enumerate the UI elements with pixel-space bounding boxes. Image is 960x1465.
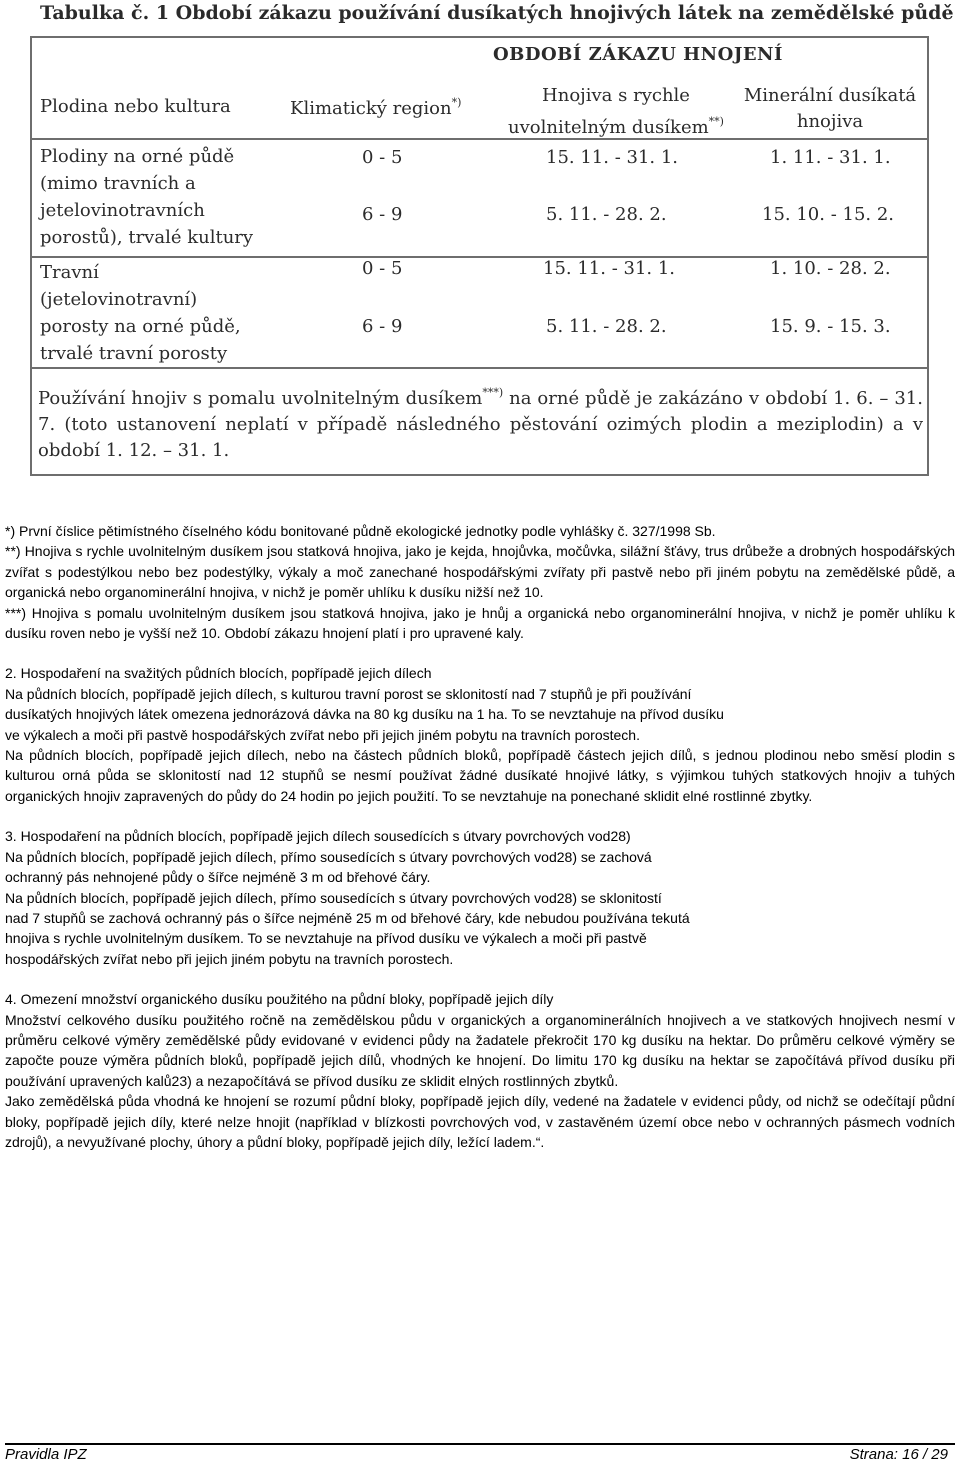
region-cell: 6 - 9: [362, 316, 403, 337]
region-column-header: Klimatický region*): [290, 96, 462, 119]
text-line: ochranný pás nehnojené půdy o šířce nejméně 3 m od břehové čáry.: [5, 869, 431, 886]
text-line: Na půdních blocích, popřípadě jejich dílech, s kulturou travní porost se sklonitostí nad 7 stupňů je při používání: [5, 685, 692, 702]
text-line: hospodářských zvířat nebo při jejich jiném pobytu na travních porostech.: [5, 950, 454, 967]
fast-nitrogen-column-header: Hnojiva s rychle uvolnitelným dusíkem**): [508, 85, 724, 138]
mineral-period-cell: 1. 11. - 31. 1.: [770, 147, 891, 168]
body-text: [5, 521, 955, 1152]
mineral-period-cell: 15. 10. - 15. 2.: [762, 204, 895, 225]
table-caption: Tabulka č. 1 Období zákazu používání dusíkatých hnojivých látek na zemědělské půdě: [40, 2, 954, 24]
mineral-period-cell: 15. 9. - 15. 3.: [770, 316, 891, 337]
footnote: ***) Hnojiva s pomalu uvolnitelným dusíkem jsou statková hnojiva, jako je hnůj a organická nebo organominerální hnojiva, v nichž je poměr uhlíku k dusíku roven nebo je vyšší než 10. Období zákazu hnojení platí i pro upravené kaly.: [5, 604, 955, 642]
paragraph: Na půdních blocích, popřípadě jejich dílech, nebo na částech půdních bloků, popřípadě částech jejich dílů, s jednou plodinou nebo směsí plodin s kulturou orná půda se sklonitostí nad 12 stupňů se nesmí používat žádné dusíkaté hnojivé látky, s výjimkou tuhých statkových hnojiv a tuhých organických hnojiv zapravených do půdy do 24 hodin po jejich použití. To se nevztahuje na ponechané sklidit elné rostlinné zbytky.: [5, 747, 955, 804]
section-heading: 4. Omezení množství organického dusíku použitého na půdní bloky, popřípadě jejich díly: [5, 991, 554, 1008]
footnote: **) Hnojiva s rychle uvolnitelným dusíkem jsou statková hnojiva, jako je kejda, hnojůvka, močůvka, silážní šťávy, trus drůbeže a drobných hospodářských zvířat s podestýlkou nebo bez podestýlky, výkaly a moč zanechané hospodářskými zvířaty při pastvě nebo při jiném pobytu na zemědělské půdě, a organická nebo organominerální hnojiva, v nichž je poměr uhlíku k dusíku nižší než 10.: [5, 543, 955, 601]
region-cell: 0 - 5: [362, 258, 403, 279]
text-line: nad 7 stupňů se zachová ochranný pás o šířce nejméně 25 m od břehové čáry, kde nebudou používána tekutá: [5, 909, 690, 926]
paragraph: Množství celkového dusíku použitého ročně na zemědělskou půdu v organických a organominerálních hnojivech a ve statkových hnojivech nesmí v průměru celkové výměry zemědělské půdy evidované v evidenci půdy na žadatele překročit 170 kg dusíku na hektar. Do průměru celkové výměry se započte pouze výměra půdních bloků, popřípadě jejich dílů, vhodných ke hnojení. Do limitu 170 kg dusíku na hektar se započítává přívod dusíku při používání upravených kalů23) a nezapočítává se přívod dusíku ze sklidit elných rostlinných zbytků.: [5, 1011, 955, 1089]
section-heading: 2. Hospodaření na svažitých půdních blocích, popřípadě jejich dílech: [5, 665, 432, 682]
crop-column-header: Plodina nebo kultura: [40, 96, 231, 117]
text-line: Na půdních blocích, popřípadě jejich dílech, přímo sousedících s útvary povrchových vod28) se zachová: [5, 848, 652, 865]
region-cell: 6 - 9: [362, 204, 403, 225]
text-line: dusíkatých hnojivých látek omezena jednorázová dávka na 80 kg dusíku na 1 ha. To se nevztahuje na přívod dusíku: [5, 706, 724, 723]
text-line: Na půdních blocích, popřípadě jejich dílech, přímo sousedících s útvary povrchových vod28) se sklonitostí: [5, 889, 662, 906]
footnote: *) První číslice pětimístného číselného kódu bonitované půdně ekologické jednotky podle vyhlášky č. 327/1998 Sb.: [5, 523, 716, 539]
region-cell: 0 - 5: [362, 147, 403, 168]
footer-rule: [5, 1443, 955, 1445]
period-group-header: OBDOBÍ ZÁKAZU HNOJENÍ: [493, 44, 783, 65]
fast-period-cell: 15. 11. - 31. 1.: [546, 147, 679, 168]
text-line: ve výkalech a moči při pastvě hospodářských zvířat nebo při jejich jiném pobytu na travních porostech.: [5, 726, 640, 743]
paragraph: Jako zemědělská půda vhodná ke hnojení se rozumí půdní bloky, popřípadě jejich díly, vedené na žadatele v evidenci půdy, od nichž se odečítají půdní bloky, popřípadě jejich díly, které nelze hnojit (například v blízkosti povrchových vod, v zastavěném území obce nebo v ochranných pásmech vodních zdrojů), a nevyužívané plochy, úhory a půdní bloky, popřípadě jejich díly, ležící ladem.“.: [5, 1093, 955, 1150]
section-heading: 3. Hospodaření na půdních blocích, popřípadě jejich dílech sousedících s útvary povrchových vod28): [5, 828, 631, 845]
table-divider: [30, 367, 929, 369]
fast-period-cell: 5. 11. - 28. 2.: [546, 204, 667, 225]
footer-title: Pravidla IPZ: [5, 1446, 87, 1463]
crop-group-label: Travní (jetelovinotravní) porosty na orné půdě, trvalé travní porosty: [40, 262, 241, 364]
crop-group-label: Plodiny na orné půdě (mimo travních a jetelovinotravních porostů), trvalé kultury: [40, 146, 254, 248]
mineral-period-cell: 1. 10. - 28. 2.: [770, 258, 891, 279]
mineral-column-header: Minerální dusíkatá hnojiva: [743, 85, 917, 132]
table-divider: [30, 138, 929, 140]
page-number: Strana: 16 / 29: [849, 1446, 948, 1463]
fast-period-cell: 15. 11. - 31. 1.: [543, 258, 676, 279]
text-line: hnojiva s rychle uvolnitelným dusíkem. To se nevztahuje na přívod dusíku ve výkalech a moči při pastvě: [5, 930, 647, 947]
slow-nitrogen-note: Používání hnojiv s pomalu uvolnitelným dusíkem***) na orné půdě je zakázáno v období 1. 6. – 31. 7. (toto ustanovení neplatí v případě následného pěstování ozimých plodin a meziplodin) a v období 1. 12. – 31. 1.: [38, 386, 923, 461]
fast-period-cell: 5. 11. - 28. 2.: [546, 316, 667, 337]
